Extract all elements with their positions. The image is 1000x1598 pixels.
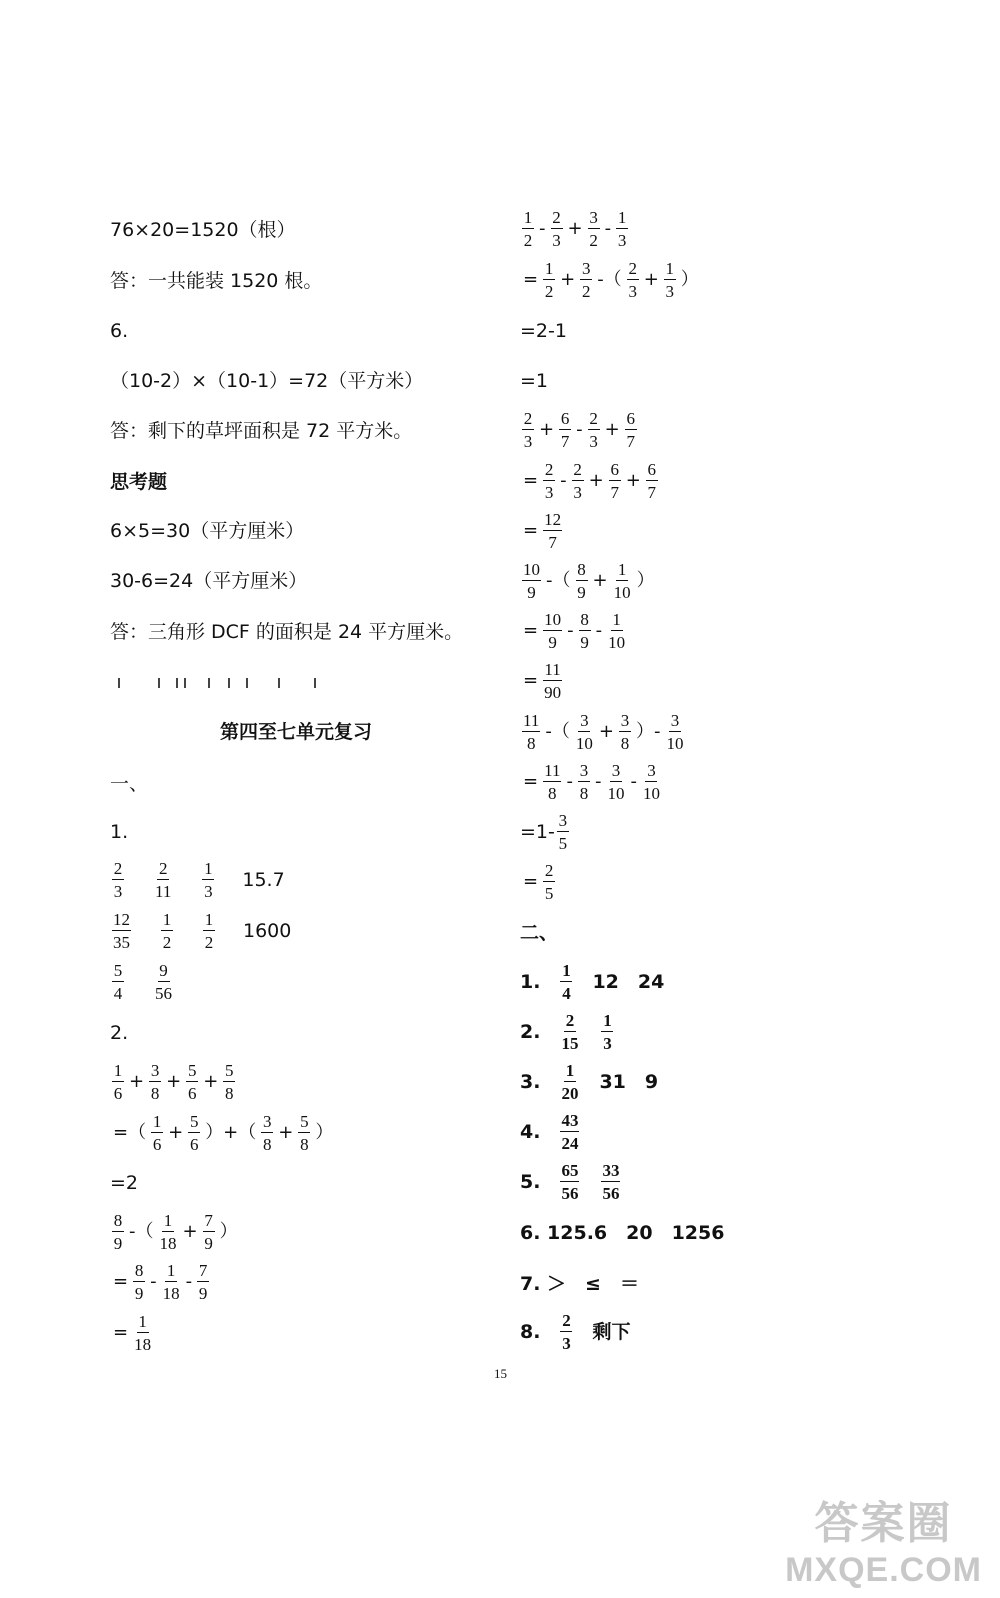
text-line: 76×20=1520（根） (110, 219, 296, 241)
section-title: 第四至七单元复习 (220, 721, 373, 743)
equation-line: $\frac{11}{8}$ -（ $\frac{3}{10}$ + $\frac{3}{8}$ ）- $\frac{3}{10}$ (523, 711, 684, 753)
answer-line: 答：一共能装 1520 根。 (110, 270, 323, 292)
equation-line: =1- $\frac{3}{5}$ (520, 811, 568, 853)
answer-row: 2. $\frac{2}{15}$ $\frac{1}{3}$ (520, 1011, 612, 1053)
equation-line: = $\frac{10}{9}$ - $\frac{8}{9}$ - $\frac{1}{10}$ (523, 610, 626, 652)
fraction: $\frac{2}{11}$ (155, 859, 172, 901)
equation-line: = $\frac{12}{7}$ (523, 510, 562, 552)
answer-row: 6. 125.6 20 1256 (520, 1222, 725, 1244)
fraction: $\frac{5}{4}$ (113, 961, 123, 1003)
answer-line: 答：剩下的草坪面积是 72 平方米。 (110, 420, 413, 442)
fraction: $\frac{2}{3}$ (113, 859, 123, 901)
equation-line: $\frac{2}{3}$ + $\frac{6}{7}$ - $\frac{2}{3}$ + $\frac{6}{7}$ (523, 409, 635, 451)
equation-line: $\frac{10}{9}$ -（ $\frac{8}{9}$ + $\frac{1}{10}$ ） (523, 560, 655, 602)
equation-line: = $\frac{8}{9}$ - $\frac{1}{18}$ - $\frac{7}{9}$ (113, 1261, 208, 1303)
equation-line: =（ $\frac{1}{6}$ + $\frac{5}{6}$ ）+（ $\frac{3}{8}$ + $\frac{5}{8}$ ） (113, 1112, 334, 1154)
scan-artifact (118, 676, 328, 690)
page-number: 15 (494, 1366, 507, 1381)
equation-line: $\frac{1}{6}$ + $\frac{3}{8}$ + $\frac{5}{6}$ + $\frac{5}{8}$ (113, 1061, 234, 1103)
answer-row: 4. $\frac{43}{24}$ (520, 1111, 579, 1153)
fraction: $\frac{1}{2}$ (162, 910, 172, 952)
watermark: 答案圈 MXQE.COM (785, 1498, 982, 1589)
answer-row: 8. $\frac{2}{3}$ 剩下 (520, 1311, 631, 1353)
equation-result: =2 (110, 1172, 139, 1194)
answer-value: 15.7 (242, 868, 285, 891)
answer-line: 答：三角形 DCF 的面积是 24 平方厘米。 (110, 621, 464, 643)
answer-row (110, 860, 285, 900)
equation-line: = $\frac{11}{90}$ (523, 660, 562, 702)
equation-line: = $\frac{1}{2}$ + $\frac{3}{2}$ -（ $\frac{2}{3}$ + $\frac{1}{3}$ ） (523, 259, 699, 301)
answer-row: 3. $\frac{1}{20}$ 31 9 (520, 1061, 659, 1103)
equation-line: $\frac{8}{9}$ -（ $\frac{1}{18}$ + $\frac{7}{9}$ ） (113, 1211, 238, 1253)
equation-line: = $\frac{2}{3}$ - $\frac{2}{3}$ + $\frac{6}{7}$ + $\frac{6}{7}$ (523, 460, 657, 502)
part-label: 一、 (110, 773, 149, 795)
part-label: 二、 (520, 922, 559, 944)
answer-value: 1600 (243, 919, 292, 942)
answer-row (110, 911, 291, 951)
answer-row: 5. $\frac{65}{56}$ $\frac{33}{56}$ (520, 1161, 620, 1203)
text-line: 6×5=30（平方厘米） (110, 520, 305, 542)
answer-row: 7. ＞ ≤ ＝ (520, 1273, 639, 1295)
section-label: 思考题 (110, 471, 168, 493)
equation-line: $\frac{1}{2}$ - $\frac{2}{3}$ + $\frac{3}{2}$ - $\frac{1}{3}$ (523, 208, 627, 250)
fraction: $\frac{9}{56}$ (155, 961, 172, 1003)
equation-result: =1 (520, 370, 549, 392)
answer-row (110, 962, 175, 1002)
equation-line: = $\frac{11}{8}$ - $\frac{3}{8}$ - $\frac{3}{10}$ - $\frac{3}{10}$ (523, 761, 660, 803)
answer-row: 1. $\frac{1}{4}$ 12 24 (520, 961, 665, 1003)
question-number: 6. (110, 320, 129, 342)
text-line: 30-6=24（平方厘米） (110, 570, 308, 592)
fraction: $\frac{1}{3}$ (204, 859, 213, 901)
equation-result: =2-1 (520, 320, 567, 342)
equation-line: = $\frac{1}{18}$ (113, 1312, 152, 1354)
fraction: $\frac{1}{2}$ (204, 910, 214, 952)
question-number: 2. (110, 1022, 129, 1044)
fraction: $\frac{12}{35}$ (113, 910, 130, 952)
equation-line: = $\frac{2}{5}$ (523, 861, 554, 903)
text-line: （10-2）×（10-1）=72（平方米） (110, 370, 424, 392)
question-number: 1. (110, 821, 129, 843)
